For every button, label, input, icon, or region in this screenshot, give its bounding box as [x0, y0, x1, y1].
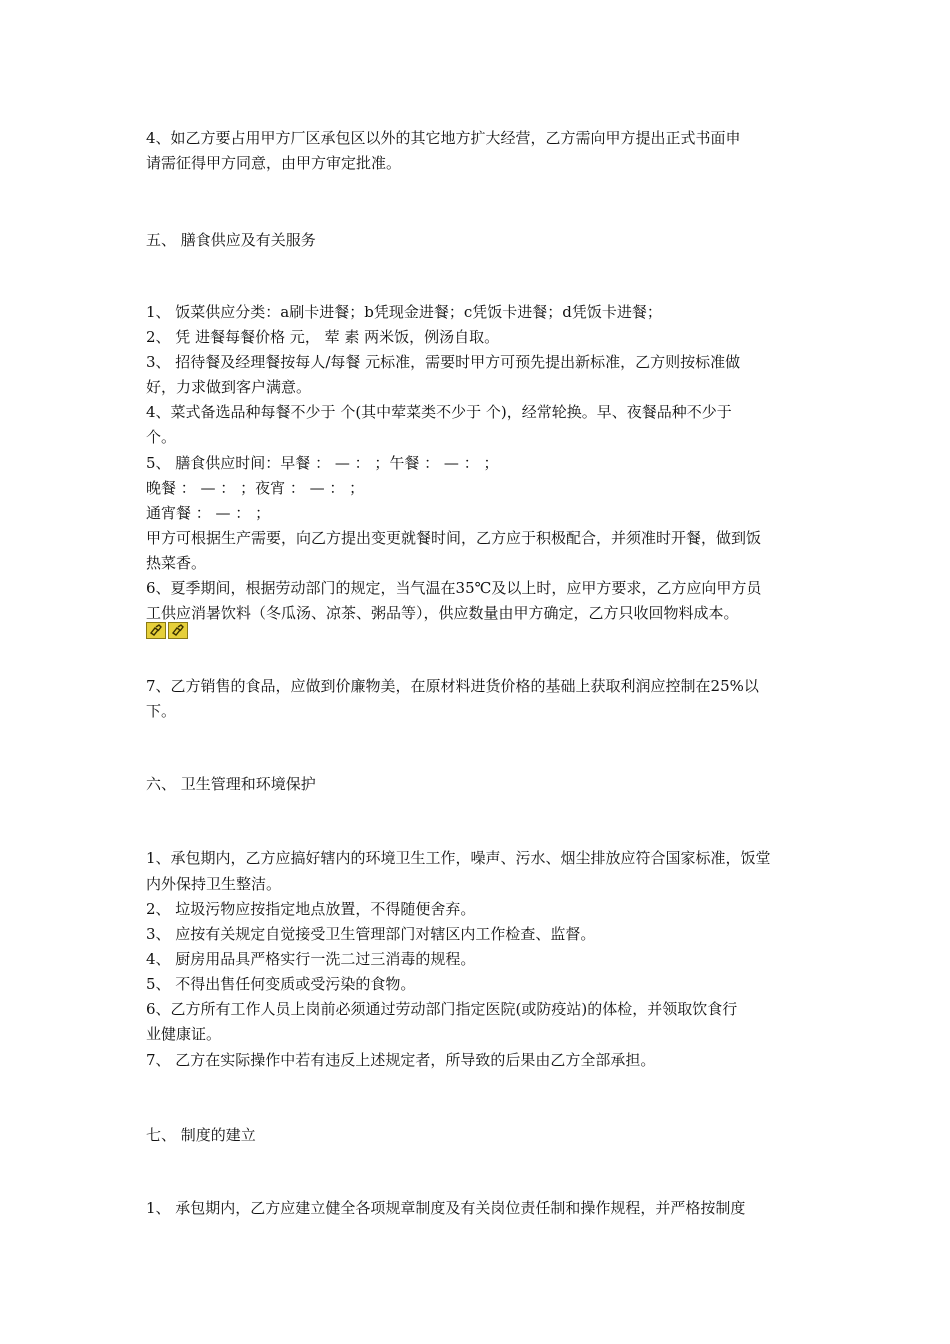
- para-line: 7、 乙方在实际操作中若有违反上述规定者，所导致的后果由乙方全部承担。: [146, 1051, 656, 1069]
- para-line: 3、 招待餐及经理餐按每人/每餐 元标准，需要时甲方可预先提出新标准，乙方则按标准做: [146, 353, 741, 371]
- para-line: 内外保持卫生整洁。: [146, 875, 282, 893]
- para-line: 好，力求做到客户满意。: [146, 378, 312, 396]
- para-line: 请需征得甲方同意，由甲方审定批准。: [146, 154, 402, 172]
- para-line: 1、 承包期内，乙方应建立健全各项规章制度及有关岗位责任制和操作规程，并严格按制度: [146, 1199, 746, 1217]
- link-icon[interactable]: [146, 622, 166, 639]
- link-icon[interactable]: [168, 622, 188, 639]
- para-line: 4、菜式备选品种每餐不少于 个(其中荤菜类不少于 个)，经常轮换。早、夜餐品种不少于: [146, 403, 732, 421]
- para-line: 甲方可根据生产需要，向乙方提出变更就餐时间，乙方应于积极配合，并须准时开餐，做到饭: [146, 529, 762, 547]
- section-heading: 六、 卫生管理和环境保护: [146, 775, 316, 793]
- para-line: 5、 膳食供应时间：早餐 ： — ： ；午餐 ： — ： ；: [146, 454, 499, 472]
- para-line: 3、 应按有关规定自觉接受卫生管理部门对辖区内工作检查、监督。: [146, 925, 596, 943]
- para-line: 6、夏季期间，根据劳动部门的规定，当气温在35℃及以上时，应甲方要求，乙方应向甲方员: [146, 579, 762, 597]
- para-line: 个。: [146, 428, 177, 446]
- section-heading: 七、 制度的建立: [146, 1126, 256, 1144]
- section-heading: 五、 膳食供应及有关服务: [146, 231, 316, 249]
- para-line: 2、 垃圾污物应按指定地点放置，不得随便舍弃。: [146, 900, 476, 918]
- para-line: 1、 饭菜供应分类：a刷卡进餐；b凭现金进餐；c凭饭卡进餐；d凭饭卡进餐；: [146, 303, 662, 321]
- para-line: 4、 厨房用品具严格实行一洗二过三消毒的规程。: [146, 950, 476, 968]
- para-line: 6、乙方所有工作人员上岗前必须通过劳动部门指定医院(或防疫站)的体检，并领取饮食行: [146, 1000, 738, 1018]
- para-line: 2、 凭 进餐每餐价格 元， 荤 素 两米饭，例汤自取。: [146, 328, 500, 346]
- para-line: 1、承包期内，乙方应搞好辖内的环境卫生工作，噪声、污水、烟尘排放应符合国家标准，饭堂: [146, 849, 771, 867]
- para-line: 4、如乙方要占用甲方厂区承包区以外的其它地方扩大经营，乙方需向甲方提出正式书面申: [146, 129, 741, 147]
- embedded-icons: [146, 622, 192, 639]
- para-line: 7、乙方销售的食品，应做到价廉物美，在原材料进货价格的基础上获取利润应控制在25%以: [146, 677, 759, 695]
- para-line: 晚餐 ： — ： ；夜宵 ： — ： ；: [146, 479, 365, 497]
- para-line: 通宵餐 ： — ： ；: [146, 504, 271, 522]
- para-line: 下。: [146, 702, 177, 720]
- para-line: 热菜香。: [146, 554, 207, 572]
- para-line: 业健康证。: [146, 1025, 222, 1043]
- para-line: 5、 不得出售任何变质或受污染的食物。: [146, 975, 416, 993]
- para-line: 工供应消暑饮料（冬瓜汤、凉茶、粥品等），供应数量由甲方确定，乙方只收回物料成本。: [146, 604, 739, 622]
